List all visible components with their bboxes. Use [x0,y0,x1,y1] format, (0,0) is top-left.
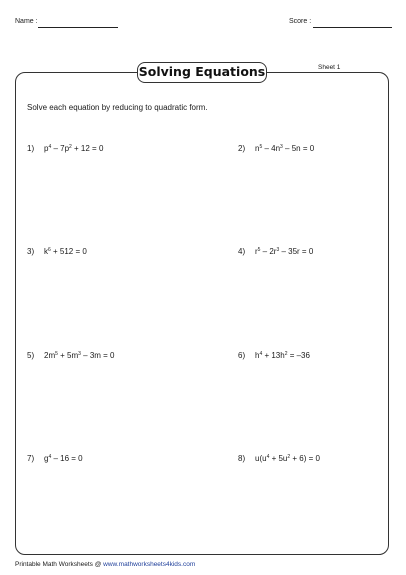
problem-number: 6) [238,351,246,360]
problem-number: 5) [27,351,35,360]
equation [255,144,314,153]
problem-number: 7) [27,454,35,463]
footer-prefix: Printable Math Worksheets @ [15,561,104,568]
equation [44,351,115,360]
equation [255,351,310,360]
exponent: 3 [276,247,280,253]
exponent: 4 [259,351,263,357]
exponent: 5 [55,351,58,357]
problem-number: 2) [238,144,246,153]
score-label: Score : [289,18,312,25]
exponent: 2 [284,351,288,357]
problem-number: 1) [27,144,35,153]
footer-link[interactable]: www.mathworksheets4kids.com [103,561,196,568]
problem-5 [27,351,115,360]
exponent: 4 [266,454,270,460]
problem-number: 4) [238,247,246,256]
equation-term: k [44,247,48,256]
equation-term: + 12 = 0 [71,144,104,153]
equation-term: u(u [255,454,267,463]
exponent: 5 [259,144,263,150]
exponent: 2 [287,454,291,460]
problem-number: 8) [238,454,246,463]
equation-term: – 7p [51,144,70,153]
equation-term: p [44,144,49,153]
equation-term: – 5n = 0 [282,144,315,153]
sheet-label: Sheet 1 [318,64,341,71]
equation-term: = –36 [287,351,310,360]
equation-term: – 3m = 0 [80,351,115,360]
name-label: Name : [15,18,38,25]
problem-7 [27,454,83,463]
problem-1 [27,144,103,153]
exponent: 5 [257,247,261,253]
exponent: 2 [69,144,72,150]
exponent: 6 [48,247,51,253]
problem-2 [238,144,314,153]
exponent: 4 [48,454,52,460]
problem-number: 3) [27,247,35,256]
equation-term: – 35r = 0 [279,247,314,256]
problem-4 [238,247,313,256]
exponent: 4 [48,144,52,150]
score-line [313,27,392,28]
instructions: Solve each equation by reducing to quadratic form. [27,103,208,112]
problem-3 [27,247,87,256]
equation [44,247,87,256]
footer [15,561,195,568]
problem-8 [238,454,320,463]
name-line [38,27,118,28]
equation-term: g [44,454,49,463]
equation-term: – 2r [260,247,277,256]
equation-term: + 5u [269,454,288,463]
equation [44,144,103,153]
equation-term: r [255,247,258,256]
equation [255,454,320,463]
equation-term: – 16 = 0 [51,454,83,463]
equation-term: + 5m [57,351,79,360]
equation [44,454,83,463]
equation-term: + 512 = 0 [50,247,87,256]
equation-term: 2m [44,351,56,360]
equation-term: + 6) = 0 [290,454,320,463]
equation-term: h [255,351,260,360]
worksheet-title: Solving Equations [137,62,267,83]
equation-term: – 4n [262,144,281,153]
exponent: 3 [280,144,283,150]
equation-term: n [255,144,260,153]
equation-term: + 13h [262,351,285,360]
problem-6 [238,351,310,360]
exponent: 3 [78,351,81,357]
equation [255,247,313,256]
